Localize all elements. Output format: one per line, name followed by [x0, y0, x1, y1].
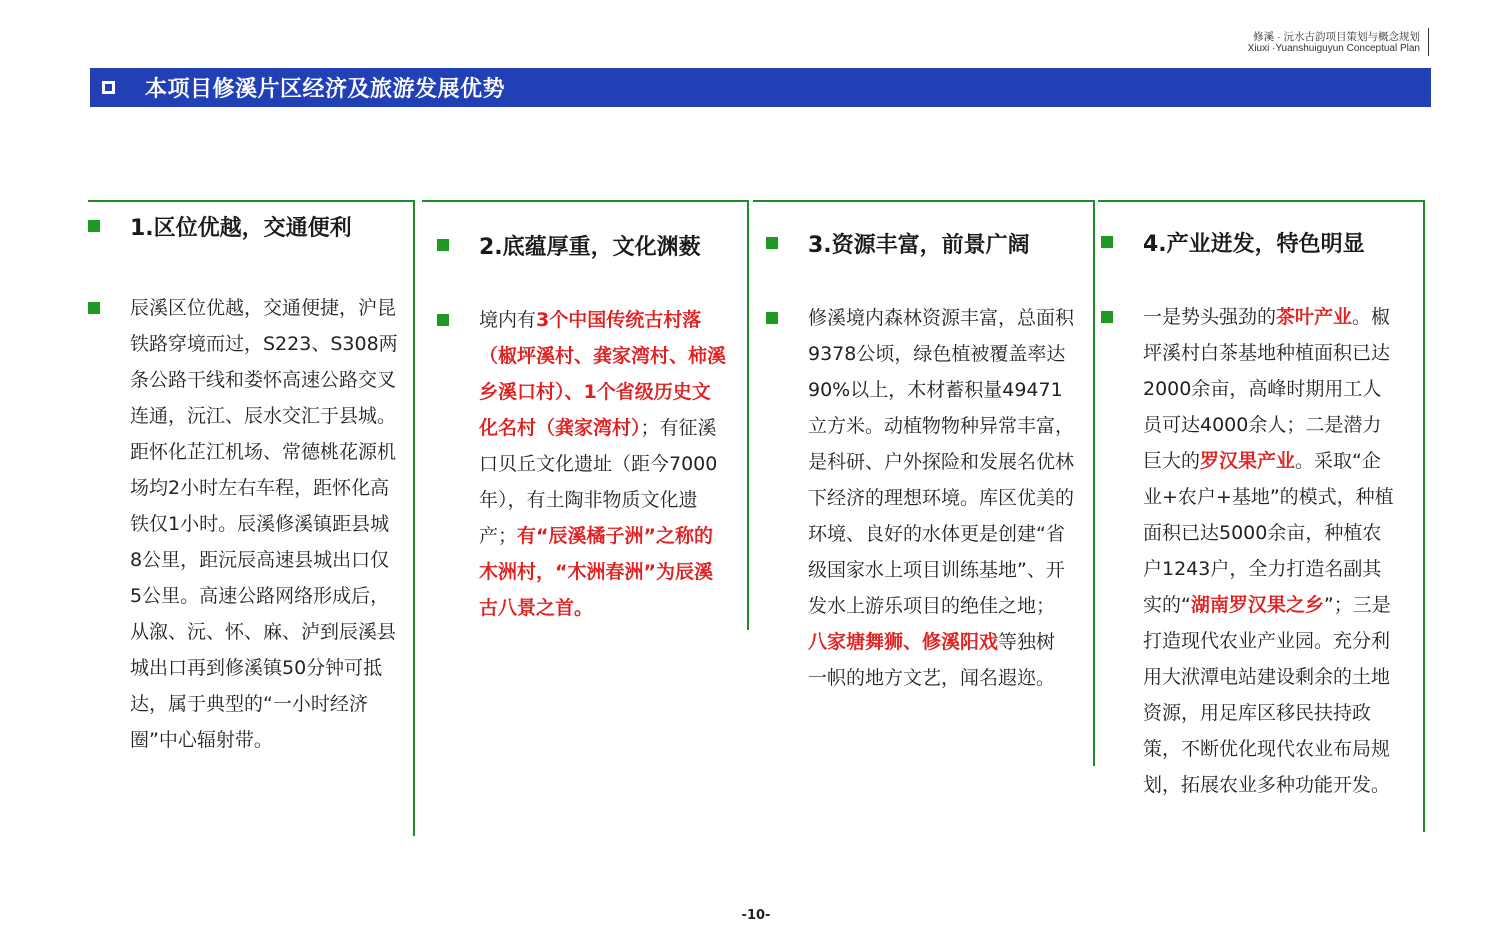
column-4-body — [1143, 299, 1395, 803]
column-4-highlight: 湖南罗汉果之乡 — [1190, 594, 1324, 616]
column-2-highlight: 3个中国传统古村落（椒坪溪村、龚家湾村、柿溪乡溪口村）、1个省级历史文化名村（龚家湾村） — [479, 309, 727, 439]
column-4-heading-text: 4.产业迸发，特色明显 — [1143, 231, 1365, 257]
column-4-heading — [1101, 225, 1365, 259]
column-2-heading — [437, 228, 701, 262]
column-3-heading — [766, 226, 1030, 260]
column-1-heading — [88, 209, 352, 243]
column-2-highlight: 有“辰溪橘子洲”之称的木洲村，“木洲春洲”为辰溪古八景之首。 — [479, 525, 713, 619]
square-bullet-icon — [437, 314, 449, 326]
page-number: -10- — [741, 908, 771, 923]
column-2-body — [479, 302, 729, 626]
column-4-text-segment: 。椒坪溪村白茶基地种植面积已达2000余亩，高峰时期用工人员可达4000余人；二是潜力巨大的 — [1143, 306, 1391, 472]
square-bullet-icon — [102, 81, 115, 94]
square-bullet-icon — [88, 220, 100, 232]
column-3-text-segment: 修溪境内森林资源丰富，总面积9378公顷，绿色植被覆盖率达90%以上，木材蓄积量49471立方米。动植物物种异常丰富，是科研、户外探险和发展名优林下经济的理想环境。库区优美的环境、良好的水体更是创建“省级国家水上项目训练基地”、开发水上游乐项目的绝佳之地； — [808, 307, 1075, 617]
header-project-cn: 修溪 · 沅水古韵项目策划与概念规划 — [1253, 31, 1420, 43]
column-1-body — [130, 290, 398, 758]
column-3-highlight: 八家塘舞狮、修溪阳戏 — [808, 631, 999, 653]
column-2-text-segment: 境内有 — [479, 309, 537, 331]
column-4-text-segment: 。采取“企业+农户+基地”的模式，种植面积已达5000余亩，种植农户1243户，全力打造名副其实的“ — [1143, 450, 1394, 616]
page-title: 本项目修溪片区经济及旅游发展优势 — [145, 77, 506, 102]
header-project-en: Xiuxi ·Yuanshuiguyun Conceptual Plan — [1247, 43, 1420, 54]
column-4-highlight: 罗汉果产业 — [1200, 450, 1296, 472]
column-4-text-segment: 一是势头强劲的 — [1143, 306, 1277, 328]
title-bar — [90, 68, 1431, 107]
column-2-heading-text: 2.底蕴厚重，文化渊薮 — [479, 234, 701, 260]
column-3-heading-text: 3.资源丰富，前景广阔 — [808, 232, 1030, 258]
column-3-text-segment: 等独树一帜的地方文艺，闻名遐迩。 — [808, 631, 1056, 689]
square-bullet-icon — [437, 239, 449, 251]
header-divider — [1428, 28, 1429, 56]
square-bullet-icon — [766, 237, 778, 249]
column-4-text-segment: ”；三是打造现代农业产业园。充分利用大洑潭电站建设剩余的土地资源，用足库区移民扶持政策，不断优化现代农业布局规划，拓展农业多种功能开发。 — [1143, 594, 1391, 796]
square-bullet-icon — [1101, 311, 1113, 323]
column-4-highlight: 茶叶产业 — [1276, 306, 1353, 328]
square-bullet-icon — [88, 302, 100, 314]
column-3-body — [808, 300, 1074, 696]
column-1-text: 辰溪区位优越，交通便捷，沪昆铁路穿境而过，S223、S308两条公路干线和娄怀高速公路交叉连通，沅江、辰水交汇于县城。距怀化芷江机场、常德桃花源机场均2小时左右车程，距怀化高铁仅1小时。辰溪修溪镇距县城8公里，距沅辰高速县城出口仅5公里。高速公路网络形成后，从溆、沅、怀、麻、泸到辰溪县城出口再到修溪镇50分钟可抵达，属于典型的“一小时经济圈”中心辐射带。 — [130, 297, 398, 751]
square-bullet-icon — [1101, 236, 1113, 248]
column-2-text-segment: ；有征溪口贝丘文化遗址（距今7000年），有土陶非物质文化遗产； — [479, 417, 718, 547]
header-project-info — [1248, 31, 1420, 55]
square-bullet-icon — [766, 312, 778, 324]
column-1-heading-text: 1.区位优越，交通便利 — [130, 215, 352, 241]
